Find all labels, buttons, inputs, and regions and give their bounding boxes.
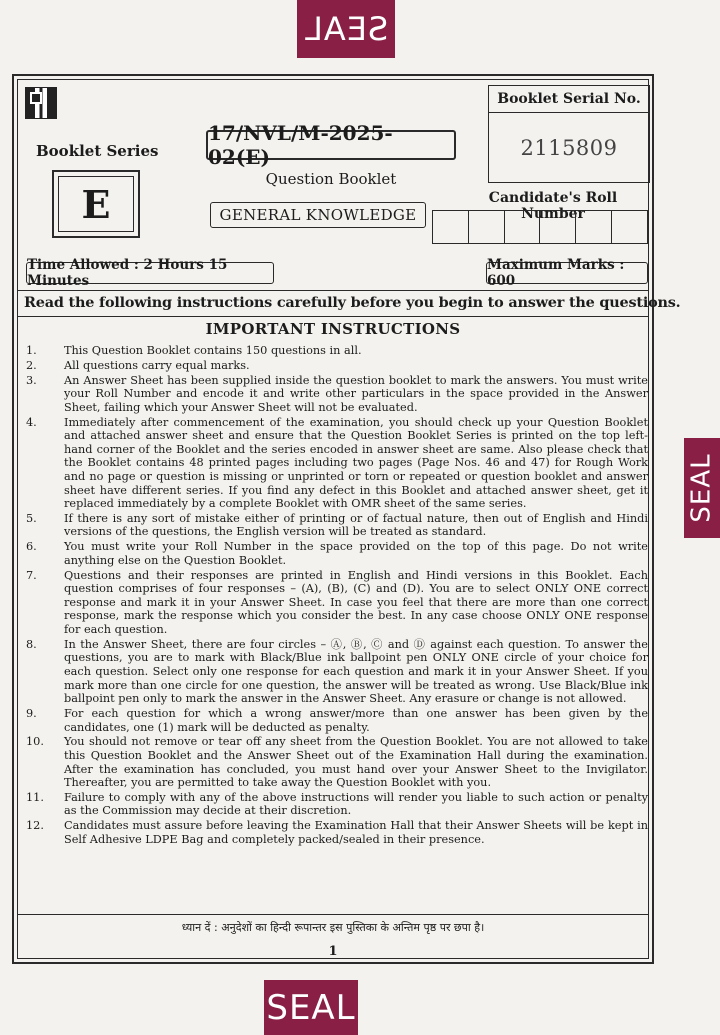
instruction-item: [26, 512, 648, 539]
instruction-text: All questions carry equal marks.: [64, 358, 250, 372]
instruction-item: [26, 344, 648, 358]
instruction-item: [26, 791, 648, 818]
instruction-number: 9.: [26, 706, 37, 720]
serial-label: Booklet Serial No.: [489, 86, 649, 113]
booklet-series-box: [52, 170, 140, 238]
booklet-series-label: Booklet Series: [36, 142, 159, 160]
instruction-item: [26, 735, 648, 789]
time-allowed: Time Allowed : 2 Hours 15 Minutes: [26, 262, 274, 284]
roll-cell[interactable]: [612, 211, 647, 243]
instructions-title: IMPORTANT INSTRUCTIONS: [205, 320, 461, 338]
instruction-text: For each question for which a wrong answer/more than one answer has been given by the candidates, one (1) mark will be deducted as penalty.: [64, 706, 648, 734]
roll-number-boxes[interactable]: [432, 210, 648, 244]
instruction-text: An Answer Sheet has been supplied inside the question booklet to mark the answers. You must write your Roll Number and encode it and write other particulars in the space provided in the Answer Sheet, failing which your Answer Sheet will not be evaluated.: [64, 373, 648, 414]
instruction-item: [26, 638, 648, 706]
instruction-text: Failure to comply with any of the above instructions will render you liable to such action or penalty as the Commission may decide at their discretion.: [64, 790, 648, 818]
page-number: 1: [328, 944, 338, 959]
divider: [18, 914, 648, 915]
instruction-number: 6.: [26, 540, 37, 554]
instruction-item: [26, 707, 648, 734]
roll-cell[interactable]: [576, 211, 612, 243]
seal-right-text: SEAL: [687, 453, 718, 523]
instruction-text: This Question Booklet contains 150 questions in all.: [64, 344, 362, 357]
instruction-text: In the Answer Sheet, there are four circles – Ⓐ, Ⓑ, Ⓒ and Ⓓ against each question. To answer the questions, you are to mark with Black/Blue ink ballpoint pen ONLY ONE circle of your choice for each question. Select only one response for each question and mark it in your Answer Sheet. If you mark more than one circle for one question, the answer will be treated as wrong. Use Black/Blue ink ballpoint pen only to mark the answer in the Answer Sheet. Any erasure or change is not allowed.: [64, 637, 648, 706]
instruction-item: [26, 374, 648, 415]
instructions-list: [26, 344, 648, 848]
instruction-item: [26, 819, 648, 846]
read-instructions-line: Read the following instructions carefully before you begin to answer the questions.: [24, 294, 681, 311]
instruction-item: [26, 359, 648, 373]
instruction-text: You should not remove or tear off any sheet from the Question Booklet. You are not allowed to take this Question Booklet and the Answer Sheet out of the Examination Hall during the examination. After the examination has concluded, you must hand over your Answer Sheet to the Invigilator. Thereafter, you are permitted to take away the Question Booklet with you.: [64, 735, 648, 790]
booklet-inner-frame: [17, 79, 681, 959]
instruction-number: 12.: [26, 819, 44, 833]
booklet-series-value: E: [58, 176, 134, 232]
instruction-text: Immediately after commencement of the examination, you should check up your Question Booklet and attached answer sheet and ensure that the Question Booklet Series is printed on the top left-hand corner of the Booklet and the series encoded in answer sheet are same. Also please check that the Booklet contains 48 printed pages including two pages (Page Nos. 46 and 47) for Rough Work and no page or question is missing or unprinted or torn or repeated or question booklet and answer sheet have different series. If you find any defect in this Booklet and attached answer sheet, get it replaced immediately by a complete Booklet with OMR sheet of the same series.: [64, 415, 648, 511]
roll-cell[interactable]: [505, 211, 541, 243]
instruction-item: [26, 569, 648, 637]
roll-number-label: Candidate's Roll Number: [488, 190, 618, 222]
serial-number-box: [488, 85, 650, 183]
instruction-text: Candidates must assure before leaving the Examination Hall that their Answer Sheets will be kept in Self Adhesive LDPE Bag and completely packed/sealed in their presence.: [64, 819, 648, 846]
instruction-number: 8.: [26, 637, 37, 651]
booklet-code: 17/NVL/M-2025-02(E): [206, 130, 456, 160]
seal-bottom-text: SEAL: [266, 987, 356, 1028]
instruction-number: 5.: [26, 511, 37, 525]
instruction-number: 2.: [26, 358, 37, 372]
roll-cell[interactable]: [540, 211, 576, 243]
qr-code-icon: [26, 88, 56, 118]
seal-top-text: SEAL: [303, 10, 389, 48]
divider: [18, 290, 648, 291]
instruction-text: If there is any sort of mistake either of printing or of factual nature, then out of English and Hindi versions of the questions, the English version will be treated as standard.: [64, 511, 648, 539]
roll-cell[interactable]: [469, 211, 505, 243]
serial-number: 2115809: [520, 136, 618, 160]
seal-right: [684, 438, 720, 538]
instruction-number: 4.: [26, 415, 37, 429]
seal-bottom: [264, 980, 358, 1035]
instruction-text: Questions and their responses are printed in English and Hindi versions in this Booklet. Each question comprises of four responses – (A), (B), (C) and (D). You are to select ONLY ONE correct response and mark it in your Answer Sheet. In case you feel that there are more than one correct response, mark the response which you consider the best. In any case choose ONLY ONE response for each question.: [64, 568, 648, 636]
instruction-number: 11.: [26, 790, 44, 804]
instruction-item: [26, 416, 648, 511]
question-booklet-label: Question Booklet: [265, 170, 397, 188]
divider: [18, 316, 648, 317]
instruction-number: 7.: [26, 568, 37, 582]
hindi-note: ध्यान दें : अनुदेशों का हिन्दी रूपान्तर इस पुस्तिका के अन्तिम पृष्ठ पर छपा है।: [181, 921, 485, 934]
seal-top: [297, 0, 395, 58]
instruction-text: You must write your Roll Number in the space provided on the top of this page. Do not write anything else on the Question Booklet.: [64, 540, 648, 567]
booklet-cover: [12, 74, 681, 964]
subject-title: GENERAL KNOWLEDGE: [210, 202, 426, 228]
instruction-number: 1.: [26, 344, 37, 357]
roll-cell[interactable]: [433, 211, 469, 243]
maximum-marks: Maximum Marks : 600: [486, 262, 648, 284]
instruction-item: [26, 540, 648, 567]
instruction-number: 3.: [26, 373, 37, 387]
instruction-number: 10.: [26, 735, 44, 749]
